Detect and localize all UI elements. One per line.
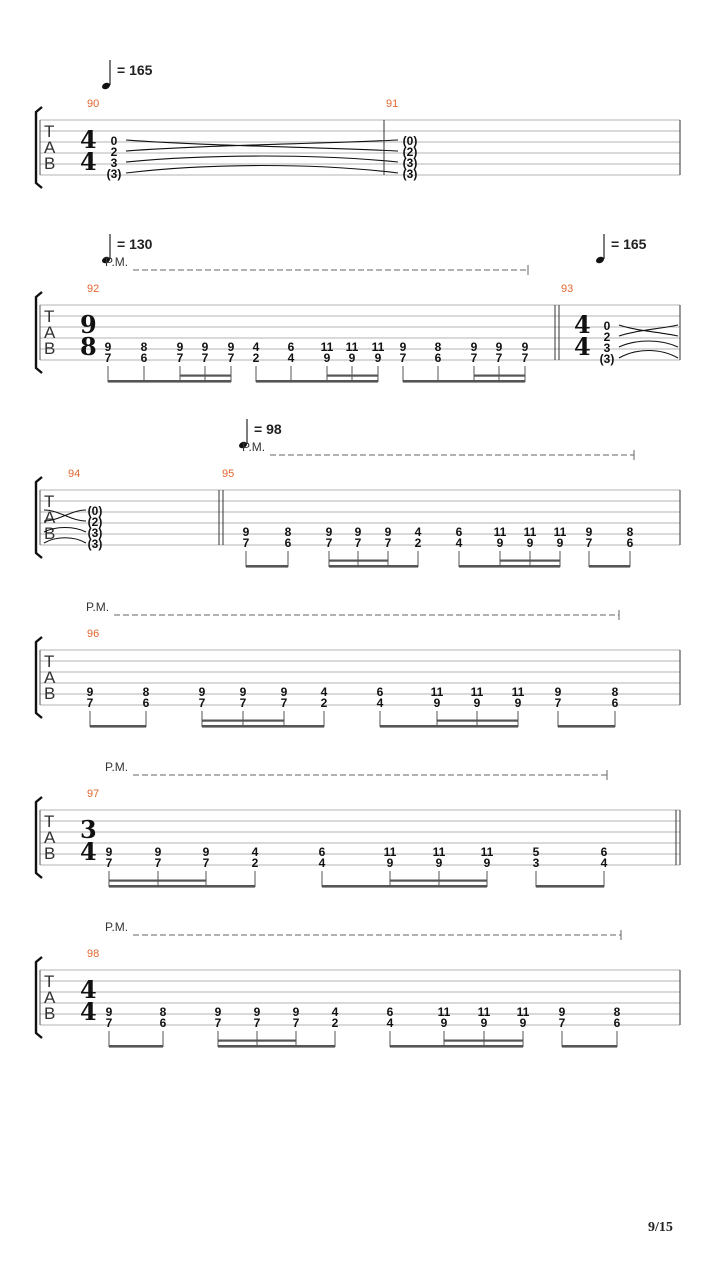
note-column <box>435 340 442 382</box>
time-signature-top: 9 <box>80 310 97 339</box>
fret-number: 9 <box>214 1005 222 1019</box>
staff-system <box>36 234 680 383</box>
tempo-value: = 165 <box>611 236 647 252</box>
fret-number: 11 <box>320 340 334 354</box>
fret-number: 9 <box>440 1016 448 1030</box>
note-column <box>252 845 259 887</box>
note-column <box>87 685 94 727</box>
beam <box>108 380 231 383</box>
tab-clef-letter: T <box>44 972 55 991</box>
tempo-marking <box>595 234 647 264</box>
fret-number: 7 <box>202 856 210 870</box>
beam-secondary <box>474 375 525 377</box>
time-signature-bottom: 4 <box>80 837 97 866</box>
fret-number: 9 <box>105 1005 113 1019</box>
fret-number: 9 <box>239 685 247 699</box>
fret-number: 8 <box>613 1005 621 1019</box>
fret-number: 9 <box>473 696 481 710</box>
system-bracket <box>36 957 42 1038</box>
fret-number: 11 <box>437 1005 451 1019</box>
fret-number: 4 <box>376 696 384 710</box>
tempo-marking <box>101 60 153 90</box>
tie-curve <box>126 156 398 162</box>
fret-number: (3) <box>599 352 615 366</box>
fret-number: (3) <box>402 167 418 181</box>
tempo-value: = 165 <box>117 62 153 78</box>
palm-mute-label: P.M. <box>105 255 129 269</box>
fret-number: 9 <box>386 856 394 870</box>
tab-clef-letter: T <box>44 122 55 141</box>
fret-number: 11 <box>493 525 507 539</box>
chord-stack <box>88 504 103 551</box>
fret-number: 3 <box>603 341 611 355</box>
palm-mute <box>242 440 634 460</box>
fret-number: 7 <box>154 856 162 870</box>
fret-number: 6 <box>386 1005 394 1019</box>
beam-secondary <box>444 1040 523 1042</box>
fret-number: 9 <box>253 1005 261 1019</box>
fret-number: (3) <box>106 167 122 181</box>
fret-number: 7 <box>384 536 392 550</box>
beam <box>403 380 525 383</box>
fret-number: 6 <box>142 696 150 710</box>
fret-number: 9 <box>470 340 478 354</box>
beam-secondary <box>202 720 284 722</box>
tempo-value: = 130 <box>117 236 153 252</box>
fret-number: 7 <box>201 351 209 365</box>
time-signature-bottom: 8 <box>80 332 97 361</box>
time-signature-bottom: 4 <box>574 332 591 361</box>
note-column <box>400 340 407 382</box>
palm-mute <box>105 760 607 780</box>
fret-number: 6 <box>611 696 619 710</box>
note-column <box>586 525 593 567</box>
fret-number: 7 <box>554 696 562 710</box>
fret-number: 11 <box>432 845 446 859</box>
fret-number: 8 <box>140 340 148 354</box>
note-group <box>87 685 619 728</box>
fret-number: 9 <box>154 845 162 859</box>
note-column <box>106 1005 113 1047</box>
fret-number: 9 <box>105 845 113 859</box>
fret-number: 0 <box>603 319 611 333</box>
palm-mute-label: P.M. <box>105 760 129 774</box>
beam <box>459 565 560 568</box>
fret-number: 9 <box>558 1005 566 1019</box>
fret-number: 11 <box>477 1005 491 1019</box>
tab-clef-letter: B <box>44 1004 56 1023</box>
fret-number: 2 <box>252 351 260 365</box>
measure-number: 95 <box>222 468 235 480</box>
note-group <box>243 525 634 568</box>
fret-number: (0) <box>402 134 418 148</box>
beam-secondary <box>329 560 388 562</box>
note-column <box>559 1005 566 1047</box>
fret-number: 11 <box>470 685 484 699</box>
note-column <box>321 685 328 727</box>
fret-number: 9 <box>585 525 593 539</box>
fret-number: (3) <box>402 156 418 170</box>
fret-number: 9 <box>519 1016 527 1030</box>
tab-clef-letter: B <box>44 844 56 863</box>
fret-number: 9 <box>435 856 443 870</box>
fret-number: 9 <box>292 1005 300 1019</box>
fret-number: (0) <box>87 504 103 518</box>
time-signature-top: 4 <box>574 310 591 339</box>
note-column <box>601 845 608 887</box>
tab-clef-letter: A <box>44 988 56 1007</box>
measure <box>386 98 680 181</box>
note-group <box>106 1005 621 1048</box>
beam-secondary <box>390 880 487 882</box>
beam <box>390 1045 523 1048</box>
fret-number: 9 <box>176 340 184 354</box>
beam-secondary <box>109 880 206 882</box>
fret-number: 7 <box>176 351 184 365</box>
beam <box>558 725 615 728</box>
time-signature-bottom: 4 <box>80 997 97 1026</box>
time-signature-top: 3 <box>80 815 97 844</box>
measure <box>87 628 680 728</box>
measure-number: 97 <box>87 788 100 800</box>
tab-clef-letter: A <box>44 508 56 527</box>
beam <box>109 885 255 888</box>
note-column <box>319 845 326 887</box>
fret-number: 9 <box>354 525 362 539</box>
fret-number: 9 <box>242 525 250 539</box>
fret-number: 11 <box>383 845 397 859</box>
fret-number: 4 <box>600 856 608 870</box>
fret-number: 7 <box>242 536 250 550</box>
fret-number: 5 <box>532 845 540 859</box>
fret-number: 7 <box>214 1016 222 1030</box>
tab-clef-letter: A <box>44 323 56 342</box>
fret-number: 7 <box>104 351 112 365</box>
beam <box>322 885 487 888</box>
measure <box>561 283 680 366</box>
fret-number: 3 <box>110 156 118 170</box>
staff-system <box>36 60 680 188</box>
fret-number: 9 <box>323 351 331 365</box>
note-column <box>533 845 540 887</box>
note-column <box>614 1005 621 1047</box>
fret-number: 6 <box>434 351 442 365</box>
note-column <box>141 340 148 382</box>
fret-number: (3) <box>87 537 103 551</box>
fret-number: 6 <box>455 525 463 539</box>
fret-number: 7 <box>325 536 333 550</box>
palm-mute <box>86 600 619 620</box>
fret-number: 9 <box>495 340 503 354</box>
fret-number: 8 <box>159 1005 167 1019</box>
tie-curve <box>126 166 398 174</box>
system-bracket <box>36 637 42 718</box>
fret-number: 9 <box>280 685 288 699</box>
fret-number: 4 <box>252 340 260 354</box>
fret-number: 11 <box>345 340 359 354</box>
fret-number: 7 <box>399 351 407 365</box>
fret-number: 2 <box>251 856 259 870</box>
fret-number: 7 <box>495 351 503 365</box>
fret-number: 6 <box>159 1016 167 1030</box>
note-column <box>288 340 295 382</box>
tab-clef-letter: T <box>44 652 55 671</box>
beam-secondary <box>500 560 560 562</box>
fret-number: 9 <box>554 685 562 699</box>
fret-number: 6 <box>284 536 292 550</box>
fret-number: 9 <box>480 1016 488 1030</box>
tab-clef-letter: B <box>44 339 56 358</box>
fret-number: 2 <box>110 145 118 159</box>
measure-number: 96 <box>87 628 100 640</box>
note-column <box>415 525 422 567</box>
beam <box>90 725 146 728</box>
fret-number: 8 <box>626 525 634 539</box>
fret-number: 9 <box>202 845 210 859</box>
fret-number: 11 <box>480 845 494 859</box>
beam <box>202 725 324 728</box>
note-column <box>387 1005 394 1047</box>
time-signature-top: 4 <box>80 975 97 1004</box>
fret-number: 8 <box>284 525 292 539</box>
tab-clef-letter: T <box>44 492 55 511</box>
page-number: 9/15 <box>648 1220 673 1235</box>
fret-number: 7 <box>105 856 113 870</box>
fret-number: 2 <box>603 330 611 344</box>
measure <box>80 98 398 181</box>
tab-clef-letter: T <box>44 307 55 326</box>
fret-number: 7 <box>253 1016 261 1030</box>
fret-number: 6 <box>626 536 634 550</box>
tab-clef-letter: A <box>44 668 56 687</box>
note-group <box>105 340 529 383</box>
fret-number: 9 <box>348 351 356 365</box>
beam <box>329 565 418 568</box>
measure <box>80 283 559 383</box>
beam <box>109 1045 163 1048</box>
fret-number: 6 <box>140 351 148 365</box>
fret-number: 4 <box>318 856 326 870</box>
fret-number: 2 <box>414 536 422 550</box>
fret-number: 11 <box>523 525 537 539</box>
fret-number: 4 <box>320 685 328 699</box>
measure <box>80 788 680 888</box>
fret-number: 6 <box>600 845 608 859</box>
beam <box>246 565 288 568</box>
fret-number: 9 <box>521 340 529 354</box>
fret-number: 9 <box>384 525 392 539</box>
fret-number: 6 <box>318 845 326 859</box>
fret-number: 9 <box>86 685 94 699</box>
fret-number: 11 <box>371 340 385 354</box>
tab-clef-letter: B <box>44 154 56 173</box>
fret-number: 6 <box>287 340 295 354</box>
fret-number: 9 <box>514 696 522 710</box>
note-column <box>555 685 562 727</box>
fret-number: 7 <box>558 1016 566 1030</box>
fret-number: 8 <box>434 340 442 354</box>
staff-system <box>36 419 680 568</box>
tempo-value: = 98 <box>254 421 282 437</box>
fret-number: 7 <box>470 351 478 365</box>
fret-number: (2) <box>87 515 103 529</box>
tab-clef-letter: A <box>44 138 56 157</box>
staff-system <box>36 760 680 888</box>
palm-mute-label: P.M. <box>86 600 110 614</box>
fret-number: 2 <box>320 696 328 710</box>
measure-number: 94 <box>68 468 81 480</box>
palm-mute <box>105 920 621 940</box>
fret-number: 7 <box>239 696 247 710</box>
tab-clef-letter: T <box>44 812 55 831</box>
chord-stack <box>107 134 122 181</box>
note-column <box>285 525 292 567</box>
note-column <box>612 685 619 727</box>
fret-number: (3) <box>87 526 103 540</box>
beam <box>589 565 630 568</box>
note-column <box>456 525 463 567</box>
fret-number: 7 <box>521 351 529 365</box>
beam <box>380 725 518 728</box>
palm-mute-label: P.M. <box>105 920 129 934</box>
fret-number: 9 <box>201 340 209 354</box>
tie-curve <box>619 351 678 359</box>
tab-clef-letter: A <box>44 828 56 847</box>
chord-stack <box>403 134 418 181</box>
beam-secondary <box>218 1040 296 1042</box>
note-column <box>143 685 150 727</box>
fret-number: 9 <box>433 696 441 710</box>
fret-number: 7 <box>105 1016 113 1030</box>
fret-number: 6 <box>376 685 384 699</box>
tab-clef-letter: B <box>44 524 56 543</box>
fret-number: 7 <box>198 696 206 710</box>
beam <box>218 1045 335 1048</box>
beam-secondary <box>180 375 231 377</box>
beam-secondary <box>437 720 518 722</box>
beam <box>536 885 604 888</box>
fret-number: 11 <box>511 685 525 699</box>
fret-number: 8 <box>611 685 619 699</box>
measure <box>80 948 680 1048</box>
time-signature-top: 4 <box>80 125 97 154</box>
fret-number: (2) <box>402 145 418 159</box>
fret-number: 9 <box>374 351 382 365</box>
fret-number: 7 <box>585 536 593 550</box>
fret-number: 4 <box>455 536 463 550</box>
fret-number: 9 <box>526 536 534 550</box>
fret-number: 6 <box>613 1016 621 1030</box>
beam-secondary <box>327 375 378 377</box>
measure-number: 92 <box>87 283 100 295</box>
tie-curve <box>619 341 678 347</box>
measure-number: 91 <box>386 98 399 110</box>
fret-number: 4 <box>386 1016 394 1030</box>
system-bracket <box>36 107 42 188</box>
beam <box>256 380 378 383</box>
staff-system <box>36 600 680 728</box>
fret-number: 4 <box>331 1005 339 1019</box>
note-column <box>105 340 112 382</box>
fret-number: 9 <box>556 536 564 550</box>
fret-number: 3 <box>532 856 540 870</box>
fret-number: 4 <box>287 351 295 365</box>
measure-number: 98 <box>87 948 100 960</box>
chord-stack <box>600 319 615 366</box>
staff-system <box>36 920 680 1048</box>
system-bracket <box>36 292 42 373</box>
fret-number: 9 <box>104 340 112 354</box>
measure <box>222 468 680 568</box>
fret-number: 7 <box>280 696 288 710</box>
fret-number: 7 <box>354 536 362 550</box>
note-column <box>160 1005 167 1047</box>
fret-number: 9 <box>325 525 333 539</box>
fret-number: 11 <box>430 685 444 699</box>
note-column <box>243 525 250 567</box>
fret-number: 9 <box>483 856 491 870</box>
fret-number: 2 <box>331 1016 339 1030</box>
fret-number: 0 <box>110 134 118 148</box>
fret-number: 9 <box>227 340 235 354</box>
system-bracket <box>36 797 42 878</box>
note-group <box>106 845 608 888</box>
fret-number: 9 <box>198 685 206 699</box>
fret-number: 11 <box>516 1005 530 1019</box>
palm-mute <box>105 255 528 275</box>
note-column <box>377 685 384 727</box>
fret-number: 7 <box>227 351 235 365</box>
measure-number: 93 <box>561 283 574 295</box>
fret-number: 4 <box>414 525 422 539</box>
fret-number: 9 <box>496 536 504 550</box>
note-column <box>627 525 634 567</box>
fret-number: 8 <box>142 685 150 699</box>
measure-number: 90 <box>87 98 100 110</box>
system-bracket <box>36 477 42 558</box>
palm-mute-label: P.M. <box>242 440 266 454</box>
tab-clef-letter: B <box>44 684 56 703</box>
note-column <box>253 340 260 382</box>
fret-number: 7 <box>86 696 94 710</box>
fret-number: 11 <box>553 525 567 539</box>
beam <box>562 1045 617 1048</box>
fret-number: 7 <box>292 1016 300 1030</box>
time-signature-bottom: 4 <box>80 147 97 176</box>
fret-number: 4 <box>251 845 259 859</box>
fret-number: 9 <box>399 340 407 354</box>
measure <box>44 468 223 551</box>
note-column <box>332 1005 339 1047</box>
